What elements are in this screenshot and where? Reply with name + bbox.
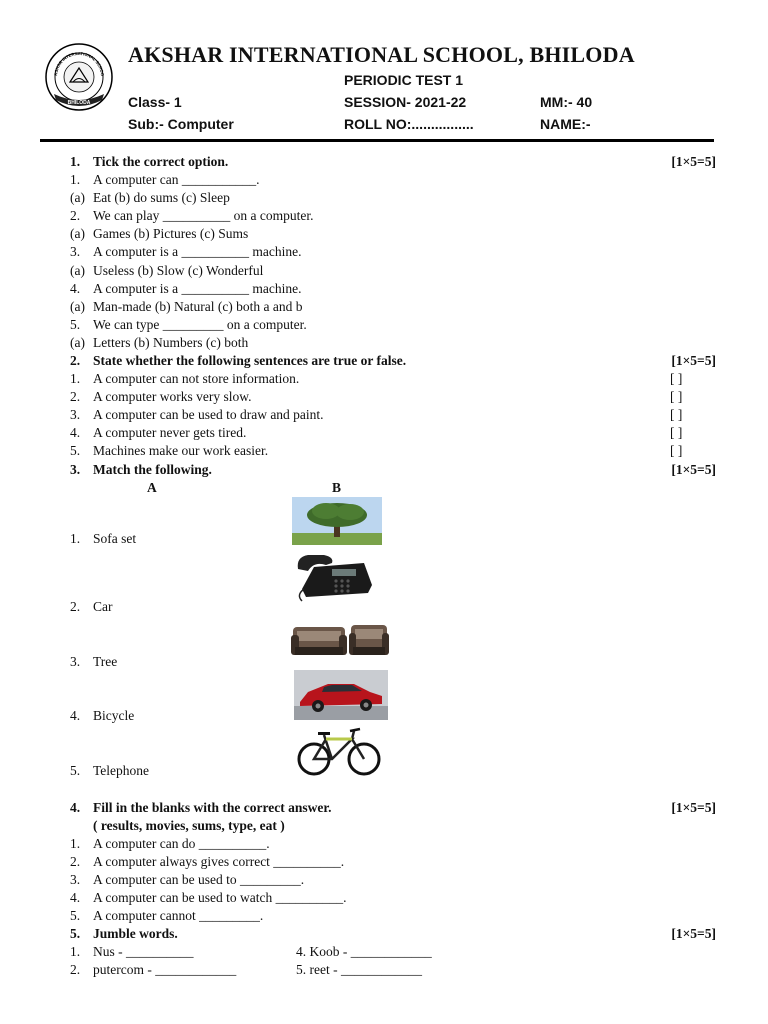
q4-marks: [1×5=5] <box>671 800 716 815</box>
column-b-header: B <box>332 480 342 495</box>
sofa-set-image <box>291 621 390 663</box>
q3-marks: [1×5=5] <box>671 462 716 477</box>
q4-item-number: 1. <box>70 836 81 851</box>
q3-title: Match the following. <box>93 462 212 477</box>
q3-item-text: Tree <box>93 654 118 669</box>
q2-item-number: 1. <box>70 371 81 386</box>
q1-item-text: A computer is a __________ machine. <box>93 280 302 296</box>
q4-item-text: A computer can be used to _________. <box>93 872 305 888</box>
q1-item-text: Letters (b) Numbers (c) both <box>93 334 249 350</box>
q3-item-number: 4. <box>70 708 81 723</box>
q2-item-text: A computer works very slow. <box>93 389 252 405</box>
q4-item-number: 3. <box>70 872 81 888</box>
q1-item-number: 4. <box>70 280 81 296</box>
q4-item-number: 5. <box>70 908 81 924</box>
roll-no-label: ROLL NO:................ <box>344 116 474 132</box>
svg-text:BHILODA: BHILODA <box>67 100 91 106</box>
q4-item-text: A computer can do __________. <box>93 836 270 851</box>
q1-item-text: Useless (b) Slow (c) Wonderful <box>93 262 264 278</box>
answer-bracket: [ ] <box>670 371 683 386</box>
q1-item-number: (a) <box>70 298 85 314</box>
q3-item-number: 1. <box>70 531 81 546</box>
q3-item-number: 5. <box>70 763 81 778</box>
q5-number: 5. <box>70 926 81 941</box>
q5-item-number: 2. <box>70 962 81 978</box>
q3-item-text: Sofa set <box>93 531 137 546</box>
answer-bracket: [ ] <box>670 407 683 423</box>
answer-bracket: [ ] <box>670 425 683 441</box>
q5-right-word: 4. Koob - ____________ <box>296 944 432 959</box>
q1-item-text: Eat (b) do sums (c) Sleep <box>93 190 230 206</box>
q3-item-text: Bicycle <box>93 708 135 723</box>
q1-marks: [1×5=5] <box>671 154 716 169</box>
q1-item-number: 5. <box>70 316 81 332</box>
q4-item-number: 2. <box>70 854 81 870</box>
q1-title: Tick the correct option. <box>93 154 229 169</box>
q1-item-number: 1. <box>70 172 81 187</box>
q4-title: Fill in the blanks with the correct answer. <box>93 800 332 815</box>
svg-text:AKSHAR INTERNATIONAL SCHOOL: KSHAR INTERNATIONAL SCHOO <box>53 50 106 77</box>
q2-item-number: 3. <box>70 407 81 423</box>
q2-number: 2. <box>70 353 81 368</box>
session-label: SESSION- 2021-22 <box>344 94 467 110</box>
class-label: Class- 1 <box>128 94 182 110</box>
subject-label: Sub:- Computer <box>128 116 234 132</box>
q1-item-text: A computer is a __________ machine. <box>93 244 302 260</box>
q2-item-text: A computer can be used to draw and paint. <box>93 407 324 423</box>
q1-item-number: (a) <box>70 334 85 350</box>
q2-item-number: 5. <box>70 443 81 459</box>
bicycle-image <box>296 725 382 777</box>
q4-item-text: A computer can be used to watch __________. <box>93 890 347 906</box>
q5-item-number: 1. <box>70 944 81 959</box>
q4-item-text: A computer cannot _________. <box>93 908 264 924</box>
q5-right-word: 5. reet - ____________ <box>296 962 422 978</box>
q3-item-text: Telephone <box>93 763 150 778</box>
q4-number: 4. <box>70 800 81 815</box>
q1-item-text: We can type _________ on a computer. <box>93 316 307 332</box>
q5-left-word: putercom - ____________ <box>93 962 237 978</box>
q5-marks: [1×5=5] <box>671 926 716 941</box>
q1-item-text: A computer can ___________. <box>93 172 260 187</box>
q2-item-text: A computer can not store information. <box>93 371 300 386</box>
q2-item-number: 2. <box>70 389 81 405</box>
q3-item-number: 3. <box>70 654 81 669</box>
column-a-header: A <box>147 480 157 495</box>
answer-bracket: [ ] <box>670 443 683 459</box>
telephone-image <box>294 549 376 603</box>
q2-title: State whether the following sentences are true or false. <box>93 353 407 368</box>
q2-marks: [1×5=5] <box>671 353 716 368</box>
q1-item-number: 2. <box>70 208 81 224</box>
school-name: AKSHAR INTERNATIONAL SCHOOL, BHILODA <box>128 42 635 67</box>
answer-bracket: [ ] <box>670 389 683 405</box>
q1-item-text: Man-made (b) Natural (c) both a and b <box>93 298 303 314</box>
q3-item-text: Car <box>93 599 113 614</box>
max-marks-label: MM:- 40 <box>540 94 593 110</box>
q1-item-number: (a) <box>70 190 85 206</box>
q1-item-number: (a) <box>70 226 85 242</box>
q4-item-text: A computer always gives correct __________. <box>93 854 345 870</box>
q4-word-bank: ( results, movies, sums, type, eat ) <box>93 818 285 833</box>
q1-item-number: 3. <box>70 244 81 260</box>
q2-item-text: A computer never gets tired. <box>93 425 247 441</box>
q4-item-number: 4. <box>70 890 81 906</box>
q5-title: Jumble words. <box>93 926 178 941</box>
tree-image <box>292 497 382 545</box>
q1-item-number: (a) <box>70 262 85 278</box>
q3-number: 3. <box>70 462 81 477</box>
q1-number: 1. <box>70 154 81 169</box>
q5-left-word: Nus - __________ <box>93 944 194 959</box>
q3-item-number: 2. <box>70 599 81 614</box>
car-image <box>294 670 388 720</box>
header-divider <box>40 139 714 142</box>
q1-item-text: We can play __________ on a computer. <box>93 208 314 224</box>
q2-item-text: Machines make our work easier. <box>93 443 269 459</box>
name-label: NAME:- <box>540 116 591 132</box>
test-title: PERIODIC TEST 1 <box>344 72 464 88</box>
q2-item-number: 4. <box>70 425 81 441</box>
q1-item-text: Games (b) Pictures (c) Sums <box>93 226 249 242</box>
school-logo <box>44 42 114 112</box>
